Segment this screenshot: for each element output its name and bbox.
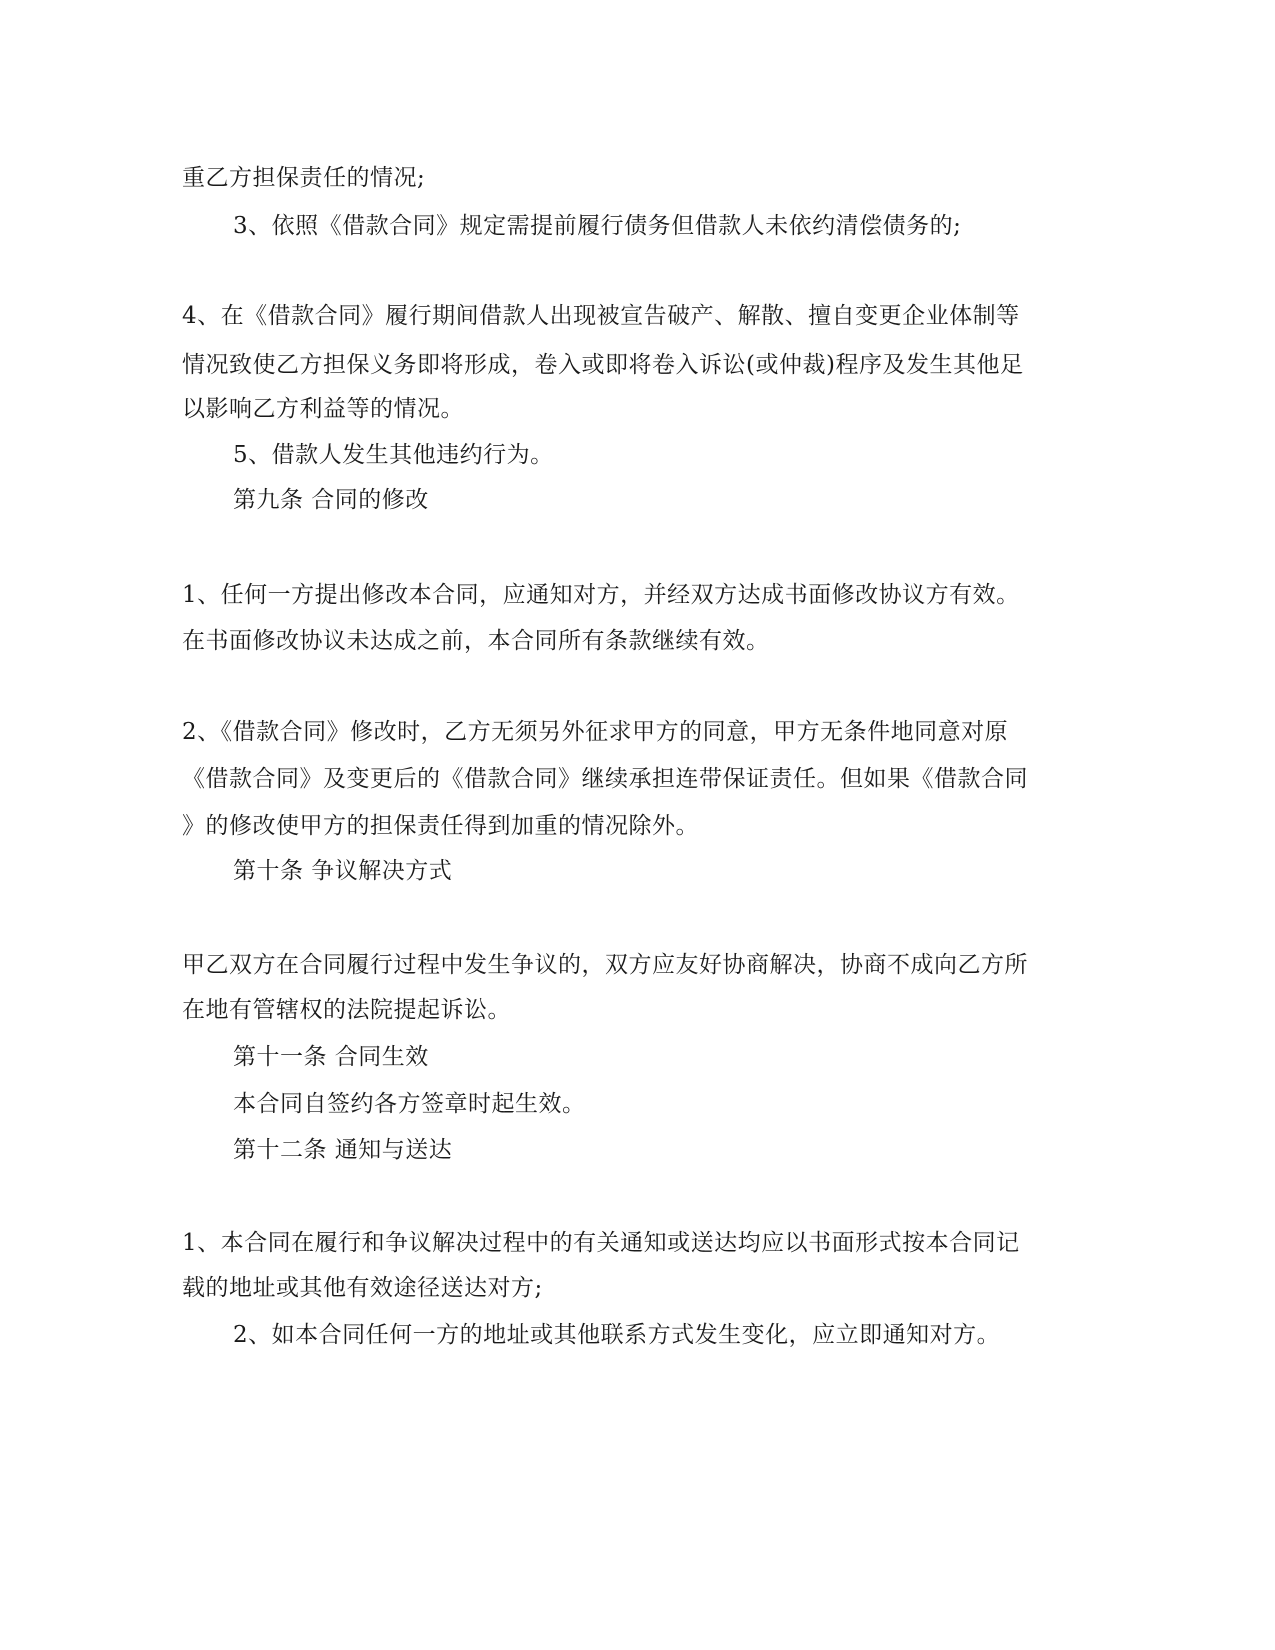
clause-item-1: 1、任何一方提出修改本合同，应通知对方，并经双方达成书面修改协议方有效。 bbox=[182, 582, 1020, 608]
text-line: 情况致使乙方担保义务即将形成，卷入或即将卷入诉讼(或仲裁)程序及发生其他足 bbox=[182, 352, 1024, 378]
clause-item-4: 4、在《借款合同》履行期间借款人出现被宣告破产、解散、擅自变更企业体制等 bbox=[182, 303, 1020, 329]
clause-item-2: 2、《借款合同》修改时，乙方无须另外征求甲方的同意，甲方无条件地同意对原 bbox=[182, 719, 1009, 745]
text-line: 以影响乙方利益等的情况。 bbox=[182, 396, 464, 422]
section-heading-article-12: 第十二条 通知与送达 bbox=[233, 1137, 453, 1163]
clause-item-2: 2、如本合同任何一方的地址或其他联系方式发生变化，应立即通知对方。 bbox=[233, 1322, 1001, 1348]
text-line: 在书面修改协议未达成之前，本合同所有条款继续有效。 bbox=[182, 628, 770, 654]
clause-item-5: 5、借款人发生其他违约行为。 bbox=[233, 442, 554, 468]
clause-item-3: 3、依照《借款合同》规定需提前履行债务但借款人未依约清偿债务的; bbox=[233, 213, 962, 239]
section-heading-article-9: 第九条 合同的修改 bbox=[233, 487, 429, 513]
text-line: 》的修改使甲方的担保责任得到加重的情况除外。 bbox=[182, 813, 699, 839]
text-line: 《借款合同》及变更后的《借款合同》继续承担连带保证责任。但如果《借款合同 bbox=[182, 766, 1028, 792]
text-line: 在地有管辖权的法院提起诉讼。 bbox=[182, 997, 511, 1023]
clause-item-1: 1、本合同在履行和争议解决过程中的有关通知或送达均应以书面形式按本合同记 bbox=[182, 1230, 1020, 1256]
text-line: 重乙方担保责任的情况; bbox=[182, 165, 426, 191]
paragraph-effective: 本合同自签约各方签章时起生效。 bbox=[233, 1091, 586, 1117]
text-line: 载的地址或其他有效途径送达对方; bbox=[182, 1275, 543, 1301]
section-heading-article-11: 第十一条 合同生效 bbox=[233, 1044, 429, 1070]
section-heading-article-10: 第十条 争议解决方式 bbox=[233, 858, 453, 884]
paragraph-dispute: 甲乙双方在合同履行过程中发生争议的，双方应友好协商解决，协商不成向乙方所 bbox=[182, 952, 1028, 978]
